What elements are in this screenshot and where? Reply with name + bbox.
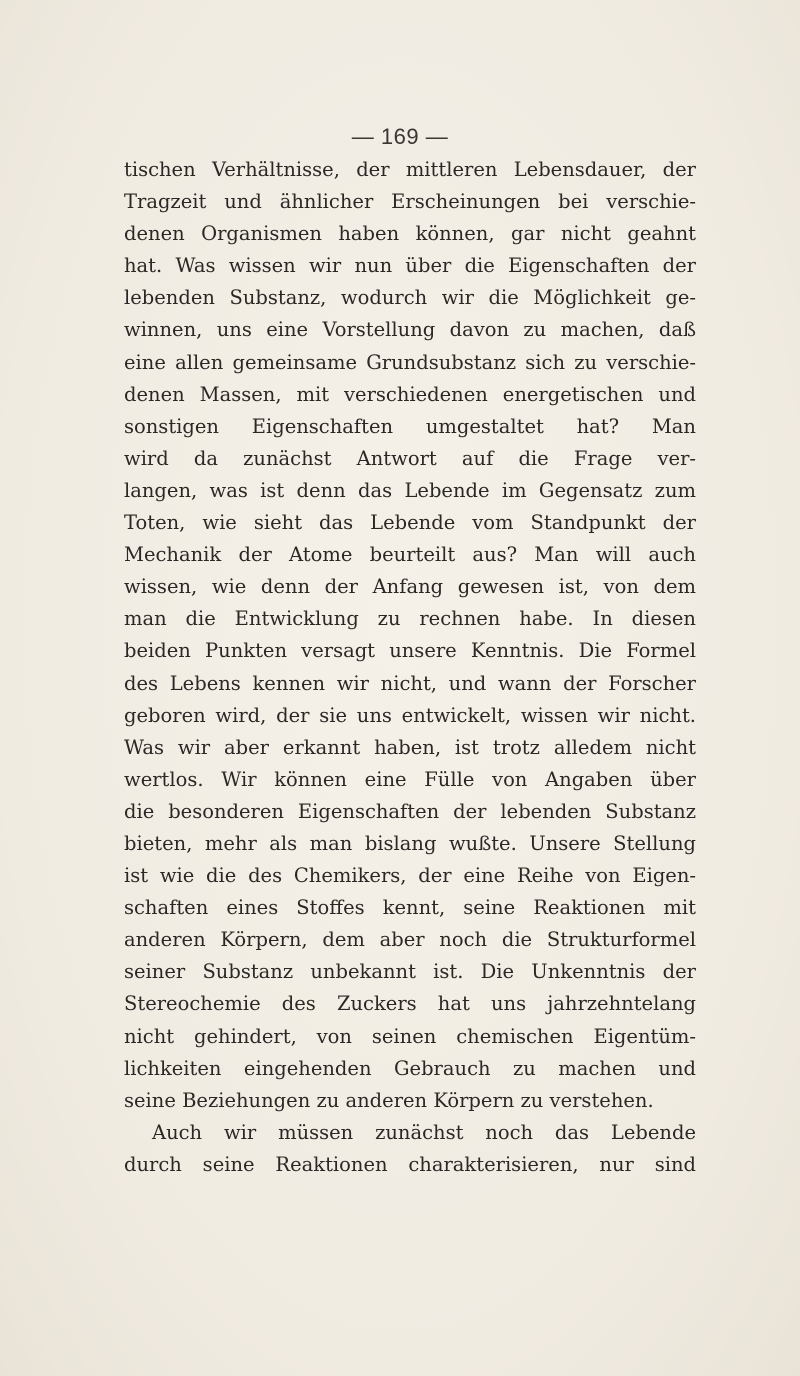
text-line: wissen, wie denn der Anfang gewesen ist, von dem: [124, 575, 696, 599]
text-line: Mechanik der Atome beurteilt aus? Man will auch: [124, 543, 696, 567]
text-line: Toten, wie sieht das Lebende vom Standpunkt der: [124, 511, 696, 535]
text-line: Stereochemie des Zuckers hat uns jahrzehntelang: [124, 992, 696, 1016]
text-line: eine allen gemeinsame Grundsubstanz sich zu verschie-: [124, 350, 696, 374]
text-line: seiner Substanz unbekannt ist. Die Unkenntnis der: [124, 960, 696, 984]
text-line: lichkeiten eingehenden Gebrauch zu machen und: [124, 1056, 696, 1080]
text-line: seine Beziehungen zu anderen Körpern zu verstehen.: [124, 1088, 654, 1112]
text-line: Was wir aber erkannt haben, ist trotz alledem nicht: [124, 735, 696, 759]
text-line: winnen, uns eine Vorstellung davon zu machen, daß: [124, 318, 696, 342]
page-number: — 169 —: [351, 124, 449, 149]
text-line: des Lebens kennen wir nicht, und wann der Forscher: [124, 671, 696, 695]
text-line: lebenden Substanz, wodurch wir die Möglichkeit ge-: [124, 286, 696, 310]
text-line: bieten, mehr als man bislang wußte. Unsere Stellung: [124, 831, 696, 855]
text-line: denen Organismen haben können, gar nicht geahnt: [124, 222, 696, 246]
text-line: sonstigen Eigenschaften umgestaltet hat? Man: [124, 414, 696, 438]
text-line: beiden Punkten versagt unsere Kenntnis. Die Formel: [124, 639, 696, 663]
text-line: schaften eines Stoffes kennt, seine Reaktionen mit: [124, 896, 696, 920]
text-line: die besonderen Eigenschaften der lebenden Substanz: [124, 799, 696, 823]
text-line: denen Massen, mit verschiedenen energetischen und: [124, 382, 696, 406]
text-line: geboren wird, der sie uns entwickelt, wissen wir nicht.: [124, 703, 696, 727]
text-line: anderen Körpern, dem aber noch die Strukturformel: [124, 928, 696, 952]
body-text: [124, 154, 696, 1181]
text-line: ist wie die des Chemikers, der eine Reihe von Eigen-: [124, 864, 696, 888]
text-line: hat. Was wissen wir nun über die Eigenschaften der: [124, 254, 696, 278]
text-line: man die Entwicklung zu rechnen habe. In diesen: [124, 607, 696, 631]
text-line: langen, was ist denn das Lebende im Gegensatz zum: [124, 478, 696, 502]
text-line: wertlos. Wir können eine Fülle von Angaben über: [124, 767, 696, 791]
text-line: durch seine Reaktionen charakterisieren, nur sind: [124, 1152, 696, 1176]
text-line: wird da zunächst Antwort auf die Frage ver-: [124, 446, 696, 470]
text-line: Tragzeit und ähnlicher Erscheinungen bei verschie-: [124, 190, 696, 214]
text-line-indented: Auch wir müssen zunächst noch das Lebende: [152, 1120, 696, 1144]
text-line: tischen Verhältnisse, der mittleren Lebensdauer, der: [124, 158, 696, 181]
text-line: nicht gehindert, von seinen chemischen Eigentüm-: [124, 1024, 696, 1048]
